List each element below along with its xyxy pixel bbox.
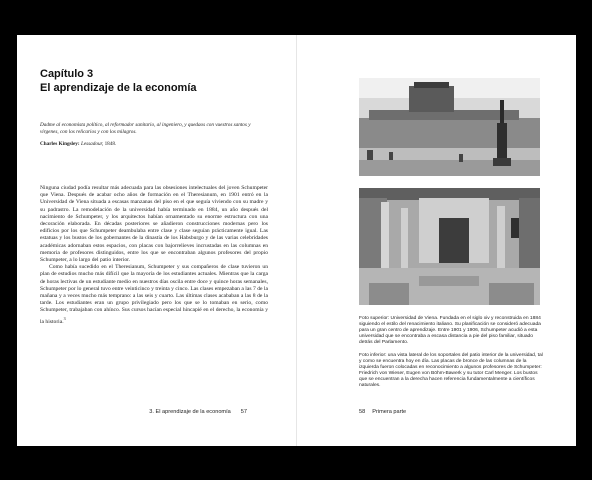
footnote-mark: 3 [63,315,66,321]
body-text [40,185,268,326]
university-facade-photo [359,78,540,176]
page-number: 58 [359,409,366,415]
book-spread [17,35,576,446]
body-paragraph: Ninguna ciudad podía resultar más adecuada para las obsesiones intelectuales del joven Schumpeter que Viena. Después de acabar ocho años de formación en el Theresianum, en 1901 entró en la Universidad de Viena situada a escasas manzanas del piso en el que seguía viviendo con su madre y su padrastro. La remodelación de la universidad había terminado en 1884, un año después del nacimiento de Schumpeter, y los arquitectos habían ornamentado su enorme estructura con una decoración elaborada. En décadas posteriores se añadieron construcciones modernas pero los edificios por los que Schumpeter deambulaba entre clase y clase seguían prácticamente igual. Las estatuas y los bustos de los gobernantes de la dinastía de los Habsburgo y de las varias celebridades académicas adornaban estos espacios, con placas con bajorrelieves incrustadas en las columnas en memoria de profesores distinguidos, entre los que se encontraban algunos profesores del propio Schumpeter, a lo largo del patio interior. [40,185,268,264]
running-head: Primera parte [372,409,407,415]
paragraph-text: Como había sucedido en el Theresianum, Schumpeter y sus compañeros de clase tuvieron un plan de estudios mucho más difícil que la mayoría de los estudiantes actuales. Mientras que la carga de horas lectivas de un estudiante medio en nuestros días oscila entre doce y quince horas semanales, Schumpeter por lo general tuvo entre veinticinco y treinta y cinco. Las clases empezaban a las 7 de la mañana y a veces mucho más temprano: a las seis y cuarto. Las últimas clases acababan a las 8 de la tarde. Los estudiantes eran un grupo privilegiado pero los que se lo tomaban en serio, como Schumpeter, trabajaban con ahínco. Sus cursos hacían especial hincapié en el derecho, la economía y la historia. [40,264,268,325]
right-page [297,35,576,446]
page-number: 57 [240,409,247,415]
folio-right [359,409,406,415]
running-head: 3. El aprendizaje de la economía [149,409,231,415]
caption-top-photo: Foto superior: Universidad de Viena. Fundada en el siglo xiv y reconstruida en 1884 siguiendo el estilo del renacimiento italiano. Su planificación se consideró adecuada para un gran centro de aprendizaje. Entre 1901 y 1906, Schumpeter acudió a esta universidad que se encontraba a escasa distancia a pie del piso familiar, situado detrás del Parlamento. [359,316,541,346]
caption-bottom-photo: Foto inferior: una vista lateral de los soportales del patio interior de la universidad, tal y como se encuentra hoy en día. Las placas de bronce de las columnas de la izquierda fueron colocadas en reconocimiento a algunos profesores de Schumpeter: Friedrich von Wieser, Eugen von Böhm-Bawerk y su tutor Carl Menger. Los bustos que se encuentran a la derecha hacen referencia fundamentalmente a científicos naturales. [359,353,543,389]
body-paragraph [40,264,268,325]
left-page [17,35,296,446]
epigraph-author: Charles Kingsley: [40,141,80,147]
arcade-courtyard-photo [359,188,540,305]
folio-left [149,409,247,415]
epigraph-work: Lessadour, [80,141,104,147]
epigraph: Dadme al economista político, al reformador sanitario, al ingeniero, y quedaos con vuestros santos y vírgenes, con los relicarios y con los milagros. [40,122,251,135]
chapter-number: Capítulo 3 [40,68,94,80]
epigraph-source [40,141,116,147]
chapter-title: El aprendizaje de la economía [40,82,197,94]
epigraph-year: 1848. [104,141,117,147]
